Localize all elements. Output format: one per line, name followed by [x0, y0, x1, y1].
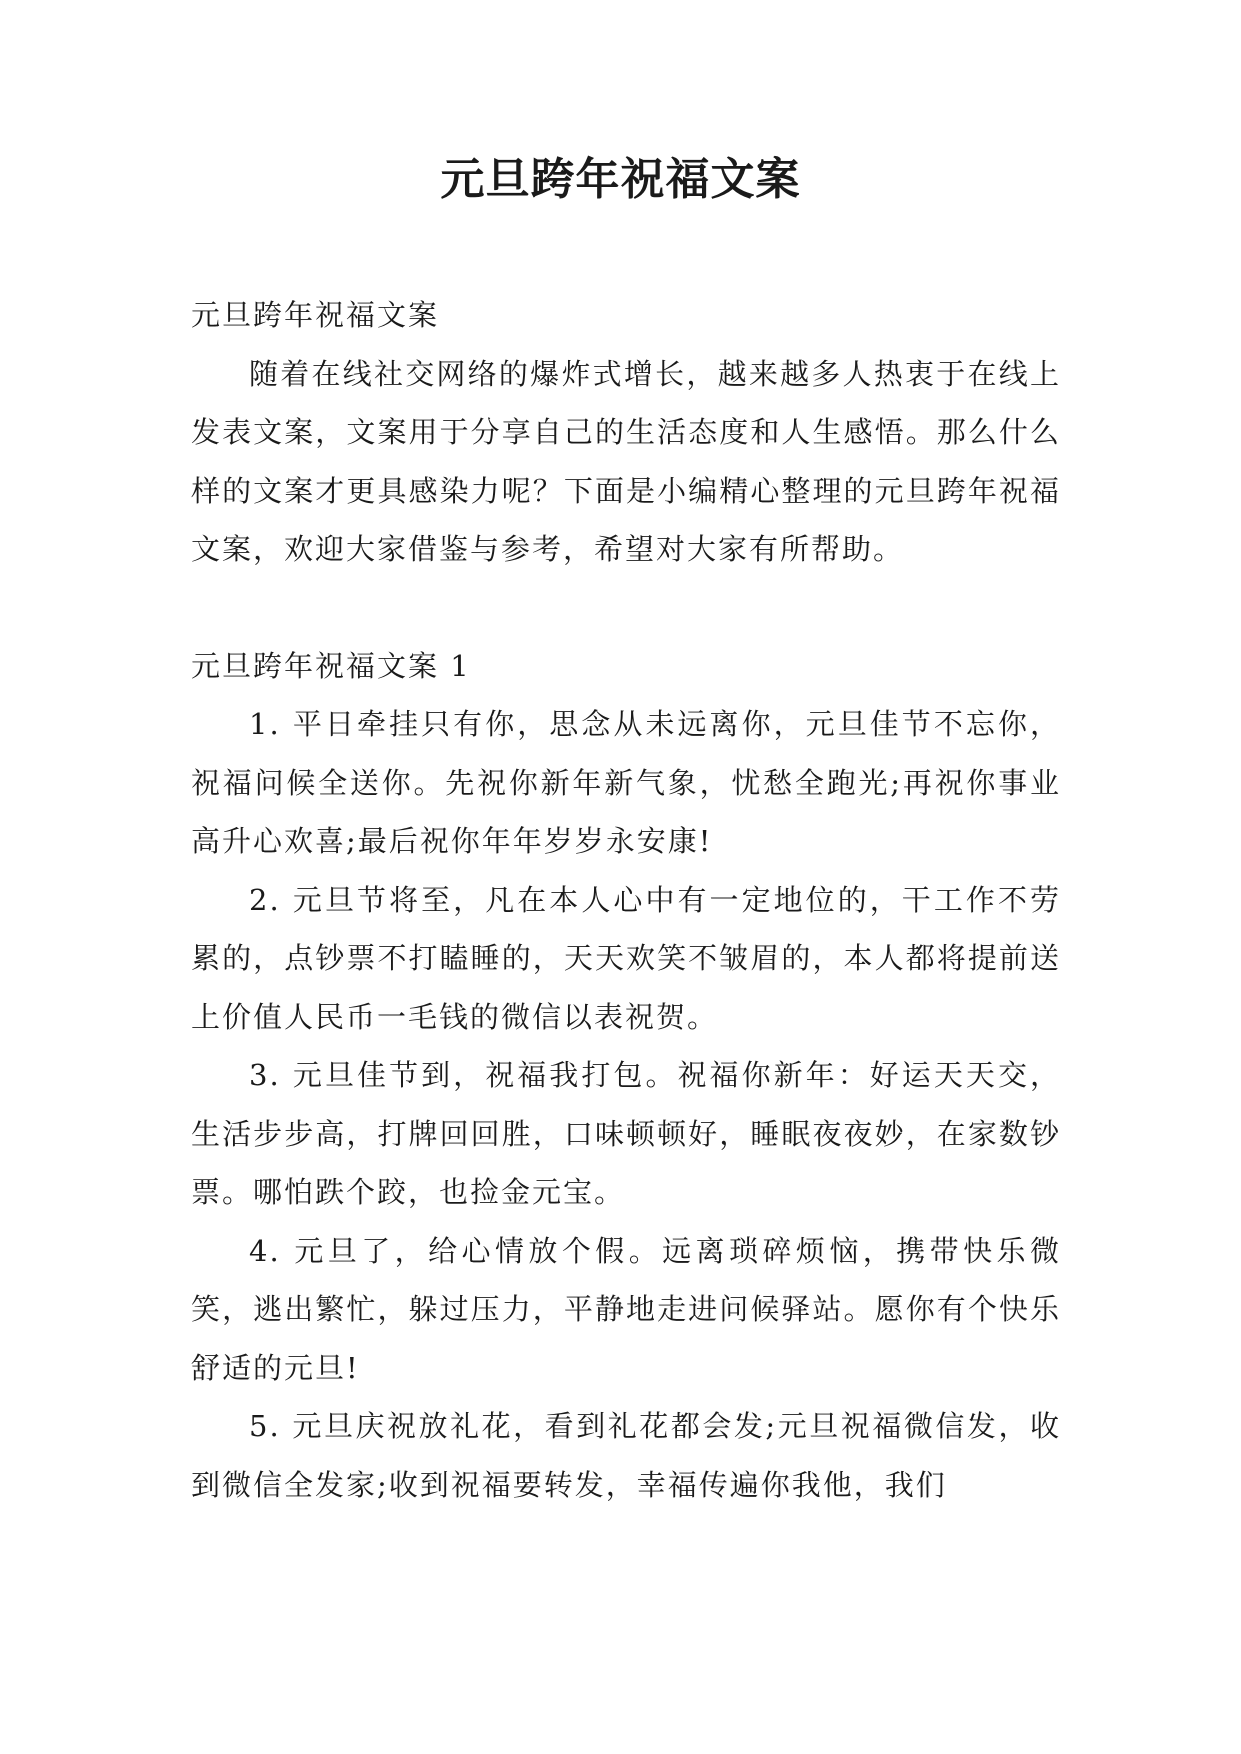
intro-paragraph: 随着在线社交网络的爆炸式增长，越来越多人热衷于在线上发表文案，文案用于分享自己的生活态度和人生感悟。那么什么样的文案才更具感染力呢？下面是小编精心整理的元旦跨年祝福文案，欢迎大家借鉴与参考，希望对大家有所帮助。 — [191, 356, 1061, 566]
document-heading: 元旦跨年祝福文案 — [191, 298, 440, 332]
list-item: 1. 平日牵挂只有你，思念从未远离你，元旦佳节不忘你，祝福问候全送你。先祝你新年新气象，忧愁全跑光;再祝你事业高升心欢喜;最后祝你年年岁岁永安康! — [191, 707, 1061, 858]
document-body — [191, 286, 1061, 1514]
list-item: 4. 元旦了，给心情放个假。远离琐碎烦恼，携带快乐微笑，逃出繁忙，躲过压力，平静地走进问候驿站。愿你有个快乐舒适的元旦! — [191, 1233, 1061, 1385]
list-item: 3. 元旦佳节到，祝福我打包。祝福你新年：好运天天交，生活步步高，打牌回回胜，口味顿顿好，睡眠夜夜妙，在家数钞票。哪怕跌个跤，也捡金元宝。 — [191, 1058, 1061, 1209]
section-spacer — [191, 579, 1061, 637]
document-title: 元旦跨年祝福文案 — [440, 154, 801, 205]
list-item: 2. 元旦节将至，凡在本人心中有一定地位的，干工作不劳累的，点钞票不打瞌睡的，天天欢笑不皱眉的，本人都将提前送上价值人民币一毛钱的微信以表祝贺。 — [191, 882, 1061, 1034]
section-title: 元旦跨年祝福文案 1 — [191, 648, 471, 683]
list-item: 5. 元旦庆祝放礼花，看到礼花都会发;元旦祝福微信发，收到微信全发家;收到祝福要转发，幸福传遍你我他，我们 — [191, 1409, 1061, 1502]
